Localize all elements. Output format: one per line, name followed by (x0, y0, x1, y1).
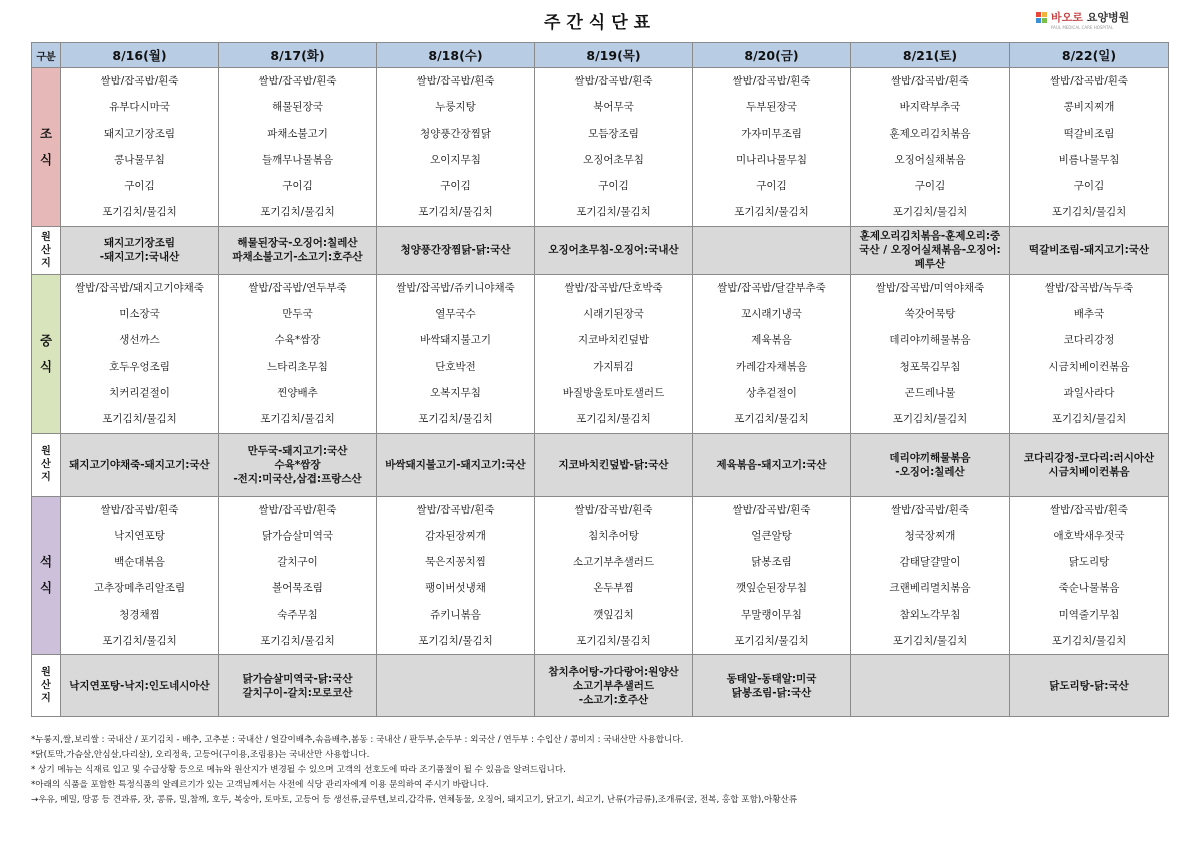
breakfast-day-cell (377, 68, 535, 227)
lunch-day-cell (851, 274, 1010, 433)
menu-item: 들깨무나물볶음 (261, 153, 333, 166)
menu-item: 무말랭이무침 (741, 608, 802, 621)
dinner-day-cell (377, 496, 535, 655)
logo-square-red (1036, 12, 1041, 17)
breakfast-day-cell (1010, 68, 1169, 227)
menu-item: 구이김 (1073, 180, 1105, 193)
menu-item: 쌀밥/잡곡밥/흰죽 (574, 75, 653, 87)
origin-line: -오징어:칠레산 (895, 465, 965, 478)
menu-item: 깻잎순된장무침 (735, 582, 807, 595)
origin-line: 지코바치킨덮밥-닭:국산 (558, 458, 669, 471)
origin-line: 참치추어탕-가다랑어:원양산 (548, 665, 679, 678)
header-day: 8/18(수) (377, 43, 535, 68)
breakfast-origin-cell (851, 226, 1010, 274)
origin-line: 닭도리탕-닭:국산 (1049, 679, 1129, 692)
menu-item: 떡갈비조림 (1063, 127, 1115, 140)
menu-item: 쌀밥/잡곡밥/흰죽 (258, 503, 337, 516)
breakfast-origin-cell (61, 226, 219, 274)
breakfast-origin-label (32, 226, 61, 274)
origin-line: 낙지연포탕-낙지:인도네시아산 (69, 679, 210, 692)
menu-item: 쌀밥/잡곡밥/흰죽 (732, 75, 811, 87)
dinner-day-cell (851, 496, 1010, 655)
menu-item: 비름나물무침 (1058, 153, 1120, 166)
menu-item: 쌀밥/잡곡밥/흰죽 (258, 75, 337, 87)
menu-item: 시금치베이컨볶음 (1048, 360, 1130, 373)
menu-item: 찐양배추 (277, 386, 318, 399)
menu-item: 포기김치/물김치 (1051, 635, 1127, 648)
note-line: *누룽지,쌀,보리쌀 : 국내산 / 포기김치 - 배추, 고추분 : 국내산 / 얼갈이배추,솎음배추,봄동 : 국내산 / 판두부,순두부 : 외국산 / 연두부 : 수입산 / 콩비지 : 국내산만 사용합니다. (31, 735, 684, 745)
menu-item: 포기김치/물김치 (418, 413, 493, 426)
menu-item: 과일사라다 (1063, 386, 1115, 399)
menu-item: 쌀밥/잡곡밥/흰죽 (416, 503, 495, 516)
breakfast-origin-cell (219, 226, 377, 274)
menu-item: 콩나물무침 (114, 153, 165, 166)
menu-item: 포기김치/물김치 (102, 413, 177, 426)
menu-item: 꼬시래기냉국 (741, 308, 802, 321)
menu-item: 쌀밥/잡곡밥/흰죽 (1049, 75, 1129, 87)
lunch-day-cell (377, 274, 535, 433)
menu-item: 바질방울토마토샐러드 (562, 386, 665, 399)
page-title: 주간식단표 (543, 13, 657, 33)
menu-item: 쌀밥/잡곡밥/달걀부추죽 (717, 281, 826, 294)
dinner-day-cell (535, 496, 693, 655)
origin-line: 수육*쌈장 (274, 458, 321, 471)
origin-line: 파채소불고기-소고기:호주산 (232, 251, 363, 264)
origin-line: 떡갈비조림-돼지고기:국산 (1028, 244, 1150, 257)
lunch-origin-cell (851, 433, 1010, 496)
lunch-day-cell (219, 274, 377, 433)
origin-line: -소고기:호주산 (578, 693, 649, 706)
breakfast-day-cell (61, 68, 219, 227)
dinner-origin-cell (377, 655, 535, 717)
menu-item: 쌀밥/잡곡밥/흰죽 (890, 503, 970, 516)
menu-item: 가자미무조림 (741, 127, 802, 140)
menu-item: 쌀밥/잡곡밥/흰죽 (1049, 503, 1129, 516)
header-day: 8/22(일) (1010, 43, 1169, 68)
menu-item: 포기김치/물김치 (576, 413, 651, 426)
breakfast-origin-cell (1010, 226, 1169, 274)
menu-item: 포기김치/물김치 (102, 206, 177, 219)
origin-line: 훈제오리김치볶음-훈제오리:중 (859, 230, 1001, 243)
origin-label-char: 지 (41, 472, 51, 484)
menu-item: 포기김치/물김치 (734, 206, 809, 219)
menu-item: 감자된장찌개 (425, 529, 486, 542)
menu-item: 구이김 (914, 180, 946, 193)
menu-item: 청국장찌개 (904, 529, 956, 542)
origin-line: 동태알-동태알:미국 (726, 672, 817, 685)
menu-item: 쌀밥/잡곡밥/연두부죽 (248, 281, 347, 294)
header-day: 8/20(금) (693, 43, 851, 68)
menu-item: 감태달걀말이 (899, 556, 961, 569)
origin-line: -전지:미국산,삼겹:프랑스산 (233, 472, 362, 485)
menu-item: 죽순나물볶음 (1058, 582, 1120, 595)
menu-item: 포기김치/물김치 (260, 206, 335, 219)
menu-item: 침치추어탕 (588, 529, 639, 542)
lunch-label-char: 식 (39, 358, 53, 374)
lunch-label (32, 274, 61, 433)
menu-item: 쌀밥/잡곡밥/흰죽 (416, 75, 495, 87)
menu-item: 모듬장조림 (588, 127, 639, 140)
dinner-day-cell (693, 496, 851, 655)
menu-item: 쌀밥/잡곡밥/단호박죽 (564, 281, 663, 294)
note-line: * 상기 메뉴는 식재료 입고 및 수급상황 등으로 메뉴와 원산지가 변경될 수 있으며 고객의 선호도에 따라 조기품절이 될 수 있음을 알려드립니다. (31, 765, 566, 775)
menu-item: 생선까스 (119, 334, 160, 347)
menu-item: 포기김치/물김치 (418, 206, 493, 219)
origin-label-char: 지 (41, 257, 51, 269)
menu-item: 참외노각무침 (899, 608, 961, 621)
lunch-label-char: 중 (39, 332, 53, 348)
origin-line: 소고기부추샐러드 (572, 679, 655, 692)
origin-line: 갈치구이-갈치:모로코산 (242, 686, 353, 699)
lunch-origin-label (32, 433, 61, 496)
dinner-label-char: 석 (39, 554, 53, 570)
lunch-day-cell (693, 274, 851, 433)
breakfast-day-cell (693, 68, 851, 227)
menu-item: 쌀밥/잡곡밥/흰죽 (574, 503, 653, 516)
menu-item: 온두부찜 (593, 582, 634, 595)
logo-square-yellow (1042, 12, 1047, 17)
origin-line: 국산 / 오징어실채볶음-오징어: (859, 244, 1001, 257)
menu-item: 포기김치/물김치 (260, 635, 335, 648)
origin-label-char: 원 (41, 667, 51, 679)
menu-item: 만두국 (282, 308, 313, 321)
menu-item: 단호박전 (435, 360, 476, 373)
origin-line: 청양풍간장찜닭-닭:국산 (400, 244, 511, 257)
menu-item: 포기김치/물김치 (892, 413, 968, 426)
note-line: →우유, 메밀, 땅콩 등 견과류, 잣, 콩류, 밀,참깨, 호두, 복숭아, 토마토, 고등어 등 생선류,글루텐,보리,갑각류, 연체동물, 오징어, 돼지고기, 닭고기, 쇠고기, 난류(가금류),조개류(굴, 전복, 홍합 포함),아황산류 (31, 795, 798, 805)
menu-item: 쌀밥/잡곡밥/흰죽 (890, 75, 970, 87)
menu-item: 카레감자채볶음 (735, 360, 807, 373)
origin-label-char: 산 (41, 244, 51, 256)
menu-item: 코다리강정 (1063, 334, 1115, 347)
menu-item: 콩비지찌개 (1063, 101, 1115, 114)
menu-item: 포기김치/물김치 (892, 206, 968, 219)
menu-item: 쌀밥/잡곡밥/녹두죽 (1044, 281, 1134, 294)
dinner-origin-cell (693, 655, 851, 717)
menu-item: 쌀밥/잡곡밥/미역야채죽 (875, 281, 985, 294)
menu-item: 구이김 (282, 180, 313, 193)
dinner-day-cell (1010, 496, 1169, 655)
menu-item: 고추장메추리알조림 (93, 582, 186, 595)
menu-item: 오이지무침 (430, 153, 481, 166)
menu-item: 포기김치/물김치 (734, 413, 809, 426)
lunch-origin-cell (693, 433, 851, 496)
menu-item: 포기김치/물김치 (1051, 206, 1127, 219)
menu-item: 포기김치/물김치 (260, 413, 335, 426)
breakfast-day-cell (219, 68, 377, 227)
menu-item: 수육*쌈장 (274, 334, 321, 347)
origin-line: 해물된장국-오징어:칠레산 (237, 237, 358, 250)
weekly-menu-table (31, 42, 1169, 717)
menu-item: 오복지무침 (430, 386, 481, 399)
menu-item: 닭도리탕 (1068, 556, 1110, 569)
menu-item: 포기김치/물김치 (418, 635, 493, 648)
menu-item: 포기김치/물김치 (102, 635, 177, 648)
origin-line: 코다리강정-코다리:러시아산 (1023, 451, 1155, 464)
menu-item: 느타리초무침 (267, 360, 328, 373)
origin-label-char: 원 (41, 231, 51, 243)
menu-item: 상추겉절이 (746, 386, 797, 399)
menu-item: 구이김 (124, 180, 155, 193)
menu-item: 팽이버섯냉채 (425, 582, 486, 595)
origin-line: 닭봉조림-닭:국산 (731, 686, 812, 699)
menu-item: 훈제오리김치볶음 (889, 127, 971, 140)
menu-item: 숙주무침 (277, 608, 318, 621)
menu-item: 애호박새우젓국 (1053, 529, 1125, 542)
menu-item: 구이김 (756, 180, 787, 193)
menu-item: 구이김 (598, 180, 629, 193)
menu-item: 닭가슴살미역국 (261, 529, 333, 542)
menu-item: 쥬키니볶음 (430, 608, 481, 621)
origin-label-char: 원 (41, 446, 51, 458)
menu-item: 시래기된장국 (583, 308, 644, 321)
menu-item: 파채소불고기 (267, 127, 328, 140)
origin-line: 돼지고기장조림 (103, 237, 175, 250)
dinner-label-char: 식 (39, 580, 53, 596)
menu-item: 데리야끼해물볶음 (889, 334, 971, 347)
breakfast-origin-row (32, 226, 1169, 274)
breakfast-label-char: 식 (39, 151, 53, 167)
menu-item: 포기김치/물김치 (576, 206, 651, 219)
breakfast-label (32, 68, 61, 227)
origin-line: 데리야끼해물볶음 (889, 451, 971, 464)
breakfast-origin-cell (535, 226, 693, 274)
menu-item: 치커리겉절이 (109, 386, 170, 399)
breakfast-origin-cell (377, 226, 535, 274)
origin-label-char: 지 (41, 693, 51, 705)
dinner-row (32, 496, 1169, 655)
menu-item: 쌀밥/잡곡밥/흰죽 (100, 75, 179, 87)
origin-line: 페루산 (914, 258, 946, 271)
lunch-day-cell (535, 274, 693, 433)
menu-item: 미역줄기무침 (1058, 608, 1120, 621)
logo-brand: 바오로 (1051, 11, 1083, 24)
lunch-row (32, 274, 1169, 433)
menu-item: 두부된장국 (746, 101, 797, 114)
logo-mark-icon (1036, 12, 1048, 24)
dinner-origin-cell (1010, 655, 1169, 717)
menu-item: 배추국 (1073, 308, 1105, 321)
origin-line: 바싹돼지불고기-돼지고기:국산 (385, 458, 526, 471)
menu-item: 미나리나물무침 (735, 153, 807, 166)
origin-line: 닭가슴살미역국-닭:국산 (242, 672, 353, 685)
menu-item: 제육볶음 (751, 334, 792, 347)
menu-item: 백순대볶음 (114, 556, 165, 569)
note-line: *아래의 식품을 포함한 특정식품의 알레르기가 있는 고객님께서는 사전에 식당 관리자에게 이용 문의하여 주시기 바랍니다. (31, 780, 489, 790)
menu-item: 청경채찜 (119, 608, 160, 621)
menu-item: 깻잎김치 (593, 608, 634, 621)
header-category: 구분 (32, 43, 61, 68)
menu-item: 오징어실채볶음 (894, 153, 966, 166)
lunch-day-cell (1010, 274, 1169, 433)
menu-item: 호두우엉조림 (109, 360, 170, 373)
menu-item: 포기김치/물김치 (734, 635, 809, 648)
menu-item: 얼큰알탕 (751, 529, 792, 542)
menu-item: 쌀밥/잡곡밥/흰죽 (732, 503, 811, 516)
menu-item: 구이김 (440, 180, 471, 193)
lunch-origin-cell (377, 433, 535, 496)
breakfast-origin-cell (693, 226, 851, 274)
menu-item: 묵은지꽁치찜 (425, 556, 486, 569)
breakfast-label-char: 조 (39, 125, 53, 141)
dinner-label (32, 496, 61, 655)
menu-item: 오징어초무침 (583, 153, 644, 166)
menu-item: 곤드레나물 (904, 386, 956, 399)
origin-label-char: 산 (41, 680, 51, 692)
menu-item: 청포묵김무침 (899, 360, 961, 373)
origin-line: 만두국-돼지고기:국산 (247, 444, 348, 457)
menu-item: 바지락부추국 (899, 101, 961, 114)
dinner-origin-cell (851, 655, 1010, 717)
origin-line: 제육볶음-돼지고기:국산 (716, 458, 827, 471)
menu-item: 누룽지탕 (435, 101, 476, 114)
menu-item: 미소장국 (119, 308, 160, 321)
breakfast-row (32, 68, 1169, 227)
lunch-origin-cell (535, 433, 693, 496)
menu-item: 포기김치/물김치 (892, 635, 968, 648)
dinner-origin-label (32, 655, 61, 717)
menu-item: 닭봉조림 (751, 556, 792, 569)
header-row (32, 43, 1169, 68)
origin-line: 시금치베이컨볶음 (1048, 465, 1130, 478)
menu-item: 돼지고기장조림 (103, 127, 175, 140)
note-line: *닭(토막,가슴살,안심살,다리살), 오리정육, 고등어(구이용,조림용)는 국내산만 사용합니다. (31, 750, 370, 760)
menu-item: 쌀밥/잡곡밥/돼지고기야채죽 (75, 281, 204, 294)
menu-item: 바싹돼지불고기 (419, 334, 491, 347)
logo-square-blue (1036, 18, 1041, 23)
hospital-logo (1036, 8, 1156, 32)
dinner-origin-cell (535, 655, 693, 717)
menu-item: 소고기부추샐러드 (572, 556, 655, 569)
header-day: 8/17(화) (219, 43, 377, 68)
dinner-origin-cell (61, 655, 219, 717)
breakfast-day-cell (535, 68, 693, 227)
menu-item: 쑥갓어묵탕 (904, 308, 956, 321)
menu-item: 열무국수 (435, 308, 476, 321)
dinner-day-cell (61, 496, 219, 655)
breakfast-day-cell (851, 68, 1010, 227)
logo-rest: 요양병원 (1082, 11, 1130, 24)
dinner-origin-row (32, 655, 1169, 717)
menu-item: 갈치구이 (277, 556, 318, 569)
dinner-origin-cell (219, 655, 377, 717)
origin-label-char: 산 (41, 459, 51, 471)
menu-item: 포기김치/물김치 (576, 635, 651, 648)
menu-item: 청양풍간장찜닭 (419, 127, 491, 140)
dinner-day-cell (219, 496, 377, 655)
logo-subtitle: PAUL MEDICAL CARE HOSPITAL (1051, 25, 1114, 30)
menu-item: 쌀밥/잡곡밥/쥬키니야채죽 (396, 281, 515, 294)
origin-line: 오징어초무침-오징어:국내산 (548, 244, 679, 257)
header-day: 8/19(목) (535, 43, 693, 68)
menu-item: 가지튀김 (593, 360, 634, 373)
menu-item: 지코바치킨덮밥 (577, 334, 649, 347)
menu-item: 해물된장국 (272, 101, 323, 114)
menu-item: 포기김치/물김치 (1051, 413, 1127, 426)
menu-item: 볼어묵조림 (272, 582, 323, 595)
header-day: 8/21(토) (851, 43, 1010, 68)
lunch-origin-cell (1010, 433, 1169, 496)
lunch-origin-row (32, 433, 1169, 496)
lunch-origin-cell (61, 433, 219, 496)
logo-name (1051, 9, 1129, 25)
menu-item: 유부다시마국 (109, 101, 170, 114)
logo-square-green (1042, 18, 1047, 23)
menu-item: 쌀밥/잡곡밥/흰죽 (100, 503, 179, 516)
notes-section (31, 733, 1171, 808)
lunch-day-cell (61, 274, 219, 433)
origin-line: 돼지고기야채죽-돼지고기:국산 (69, 458, 210, 471)
origin-line: -돼지고기:국내산 (99, 251, 180, 264)
menu-item: 낙지연포탕 (114, 529, 165, 542)
menu-item: 북어무국 (593, 101, 634, 114)
lunch-origin-cell (219, 433, 377, 496)
menu-item: 크랜베리멸치볶음 (889, 582, 971, 595)
header-day: 8/16(월) (61, 43, 219, 68)
